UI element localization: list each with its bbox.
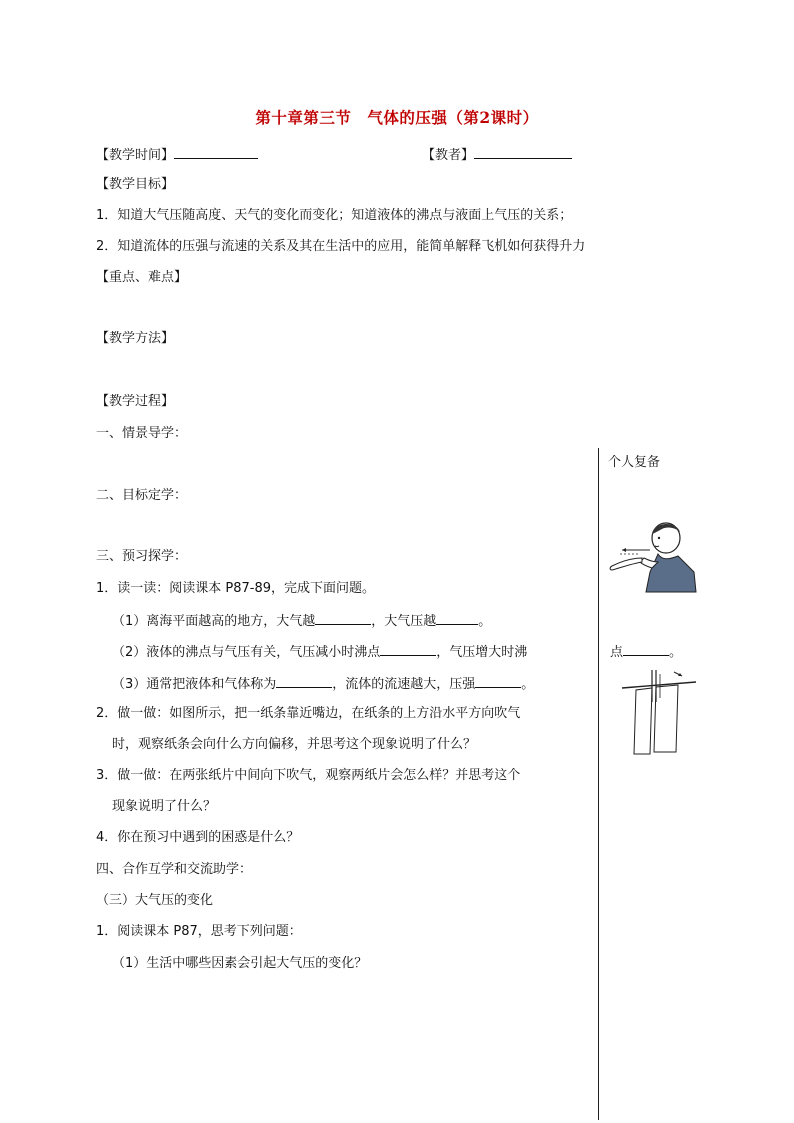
time-blank[interactable] <box>174 146 258 159</box>
answer-blank[interactable] <box>315 612 371 625</box>
question-1-part-a: （1）离海平面越高的地方，大气越 <box>112 614 316 629</box>
read-task: 1．读一读：阅读课本 P87-89，完成下面问题。 <box>96 581 376 596</box>
teacher-blank[interactable] <box>474 146 572 159</box>
process-heading: 【教学过程】 <box>96 394 175 409</box>
key-points-heading: 【重点、难点】 <box>96 270 188 285</box>
do-task-2-line-1: 3．做一做：在两张纸片中间向下吹气，观察两纸片会怎么样？并思考这个 <box>96 768 521 783</box>
question-1-part-b: ，大气压越 <box>371 614 437 629</box>
time-field <box>96 146 258 164</box>
question-2-continued <box>610 643 682 661</box>
question-3-part-c: 。 <box>521 677 535 692</box>
question-3-part-a: （3）通常把液体和气体称为 <box>112 677 277 692</box>
question-2 <box>112 643 527 661</box>
sidebar-label: 个人复备 <box>608 455 661 470</box>
question-2-part-a: （2）液体的沸点与气压有关，气压减小时沸点 <box>112 645 381 660</box>
answer-blank[interactable] <box>276 675 332 688</box>
method-heading: 【教学方法】 <box>96 331 175 346</box>
question-1-part-c: 。 <box>478 614 492 629</box>
two-papers-illustration <box>618 668 702 760</box>
section-goal-setting: 二、目标定学： <box>96 488 188 503</box>
factor-question: （1）生活中哪些因素会引起大气压的变化？ <box>112 956 368 971</box>
time-label: 【教学时间】 <box>96 148 175 163</box>
section-cooperation: 四、合作互学和交流助学： <box>96 862 253 877</box>
do-task-2-line-2: 现象说明了什么？ <box>112 799 217 814</box>
goals-heading: 【教学目标】 <box>96 177 175 192</box>
goal-item-2: 2．知道流体的压强与流速的关系及其在生活中的应用，能简单解释飞机如何获得升力 <box>96 239 586 254</box>
question-1 <box>112 612 491 630</box>
do-task-1-line-1: 2．做一做：如图所示，把一纸条靠近嘴边，在纸条的上方沿水平方向吹气 <box>96 706 521 721</box>
answer-blank[interactable] <box>475 675 521 688</box>
section-scenario: 一、情景导学： <box>96 426 188 441</box>
teacher-field <box>422 146 572 164</box>
question-2-part-b: ，气压增大时沸 <box>436 645 528 660</box>
section-preview: 三、预习探学： <box>96 549 188 564</box>
question-2-part-c: 点 <box>610 645 624 660</box>
confusion-question: 4．你在预习中遇到的困惑是什么？ <box>96 830 300 845</box>
answer-blank[interactable] <box>380 643 436 656</box>
question-3 <box>112 675 534 693</box>
goal-item-1: 1．知道大气压随高度、天气的变化而变化；知道液体的沸点与液面上气压的关系； <box>96 208 573 223</box>
answer-blank[interactable] <box>436 612 478 625</box>
read-task-2: 1．阅读课本 P87，思考下列问题： <box>96 924 302 939</box>
do-task-1-line-2: 时，观察纸条会向什么方向偏移，并思考这个现象说明了什么？ <box>112 737 477 752</box>
subsection-pressure-change: （三）大气压的变化 <box>96 893 214 908</box>
teacher-label: 【教者】 <box>422 148 475 163</box>
question-2-part-d: 。 <box>669 645 683 660</box>
answer-blank[interactable] <box>623 643 669 656</box>
sidebar-divider <box>598 448 599 1120</box>
document-title: 第十章第三节 气体的压强（第2课时） <box>255 108 539 127</box>
question-3-part-b: ，流体的流速越大，压强 <box>332 677 476 692</box>
blowing-paper-illustration <box>606 516 702 596</box>
